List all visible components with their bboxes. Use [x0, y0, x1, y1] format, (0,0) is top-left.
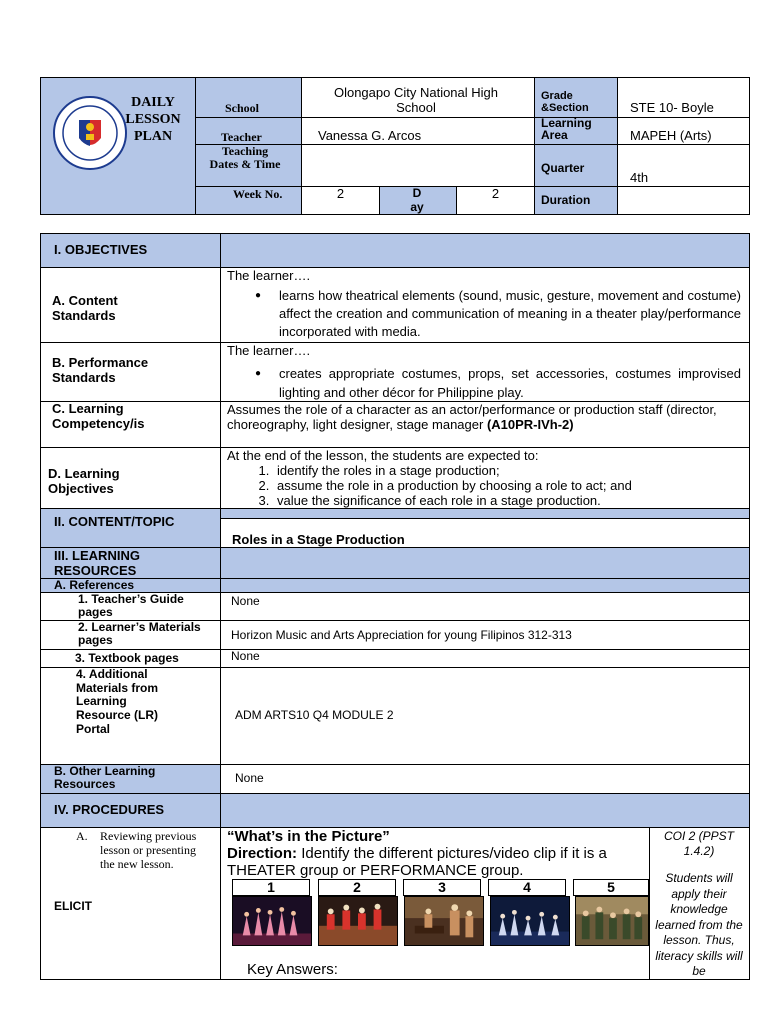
tg-value: None — [231, 594, 260, 608]
coi-label: COI 2 (PPST 1.4.2) — [663, 829, 734, 858]
other-resources-label: B. Other Learning Resources — [54, 764, 156, 791]
week-label: Week No. — [233, 187, 283, 201]
picture-3 — [404, 896, 484, 946]
teacher-value: Vanessa G. Arcos — [318, 128, 422, 143]
performance-bullet: ● creates appropriate costumes, props, set accessories, costumes improvised lighting and other décor for Philippine play. — [279, 364, 741, 402]
step-marker: A. — [76, 829, 88, 843]
objective-item: 1. identify the roles in a stage production; — [273, 463, 747, 478]
lm-label: 2. Learner’s Materials pages — [78, 620, 201, 647]
week-value: 2 — [336, 186, 345, 201]
objective-item: 3. value the significance of each role in a stage production. — [273, 493, 747, 508]
am-value: ADM ARTS10 Q4 MODULE 2 — [235, 708, 394, 722]
grade-label: Grade &Section — [541, 90, 589, 114]
performance-intro: The learner…. — [227, 343, 311, 358]
quarter-value: 4th — [630, 170, 649, 185]
learning-objectives-cell — [227, 448, 747, 508]
day-label: D ay — [410, 186, 424, 214]
content-intro: The learner…. — [227, 268, 311, 283]
direction-block — [227, 845, 645, 879]
quarter-label: Quarter — [541, 161, 585, 175]
school-label: School — [225, 101, 260, 115]
tb-value: None — [231, 649, 260, 663]
procedures-heading: IV. PROCEDURES — [54, 802, 165, 817]
performance-standards-cell — [227, 343, 747, 402]
objective-item: 2. assume the role in a production by choosing a role to act; and — [273, 478, 747, 493]
content-standards-label: A. Content Standards — [52, 293, 118, 323]
content-heading: II. CONTENT/TOPIC — [54, 514, 175, 529]
picture-number: 4 — [488, 879, 566, 896]
picture-1 — [232, 896, 312, 946]
picture-number: 1 — [232, 879, 310, 896]
tg-label: 1. Teacher’s Guide pages — [78, 592, 184, 619]
school-value: Olongapo City National High School — [333, 85, 499, 115]
picture-2 — [318, 896, 398, 946]
deped-seal — [53, 96, 127, 170]
content-row-strip — [221, 508, 749, 518]
competency-text: Assumes the role of a character as an actor/performance or production staff (director, choreography, light designer, stage manager — [227, 402, 717, 432]
other-resources-value: None — [235, 771, 264, 785]
content-topic: Roles in a Stage Production — [232, 532, 405, 547]
am-label: 4. Additional Materials from Learning Resource (LR) Portal — [76, 667, 159, 736]
competency-cell — [227, 402, 747, 432]
step-text: Reviewing previous lesson or presenting the new lesson. — [100, 829, 197, 871]
lm-value: Horizon Music and Arts Appreciation for young Filipinos 312-313 — [231, 628, 572, 642]
grade-value: STE 10- Boyle — [630, 100, 714, 115]
picture-number: 3 — [403, 879, 481, 896]
references-row — [41, 578, 749, 592]
performance-standards-label: B. Performance Standards — [52, 355, 149, 385]
picture-4 — [490, 896, 570, 946]
learning-objectives-label: D. Learning Objectives — [48, 466, 120, 496]
dates-label: Teaching Dates & Time — [209, 144, 281, 171]
content-standards-cell — [227, 268, 747, 341]
teacher-label: Teacher — [221, 130, 262, 144]
day-value: 2 — [491, 186, 500, 201]
resources-heading: III. LEARNING RESOURCES — [54, 548, 140, 578]
activity-title: “What’s in the Picture” — [227, 828, 390, 845]
area-label: Learning Area — [541, 116, 592, 142]
dlp-title: DAILY LESSON PLAN — [125, 95, 181, 144]
picture-number: 2 — [318, 879, 396, 896]
competency-label: C. Learning Competency/is — [52, 401, 145, 431]
phase-label: ELICIT — [54, 899, 92, 913]
direction-label: Direction: — [227, 845, 298, 862]
objectives-intro: At the end of the lesson, the students are expected to: — [227, 448, 539, 463]
tb-label: 3. Textbook pages — [75, 651, 179, 665]
key-answers-label: Key Answers: — [247, 961, 338, 978]
competency-code: (A10PR-IVh-2) — [486, 417, 574, 432]
references-label: A. References — [54, 578, 135, 592]
picture-5 — [575, 896, 649, 946]
content-bullet: ● learns how theatrical elements (sound, music, gesture, movement and costume) affect the creation and communication of meaning in a theater play/performance incorporated with media. — [279, 287, 741, 341]
picture-number: 5 — [573, 879, 649, 896]
direction-text: Identify the different pictures/video clip if it is a THEATER group or PERFORMANCE group. — [227, 845, 607, 879]
area-value: MAPEH (Arts) — [630, 128, 712, 143]
coi-note: Students will apply their knowledge learned from the lesson. Thus, literacy skills will be — [655, 871, 743, 978]
objectives-heading: I. OBJECTIVES — [54, 242, 148, 257]
duration-label: Duration — [541, 193, 591, 207]
